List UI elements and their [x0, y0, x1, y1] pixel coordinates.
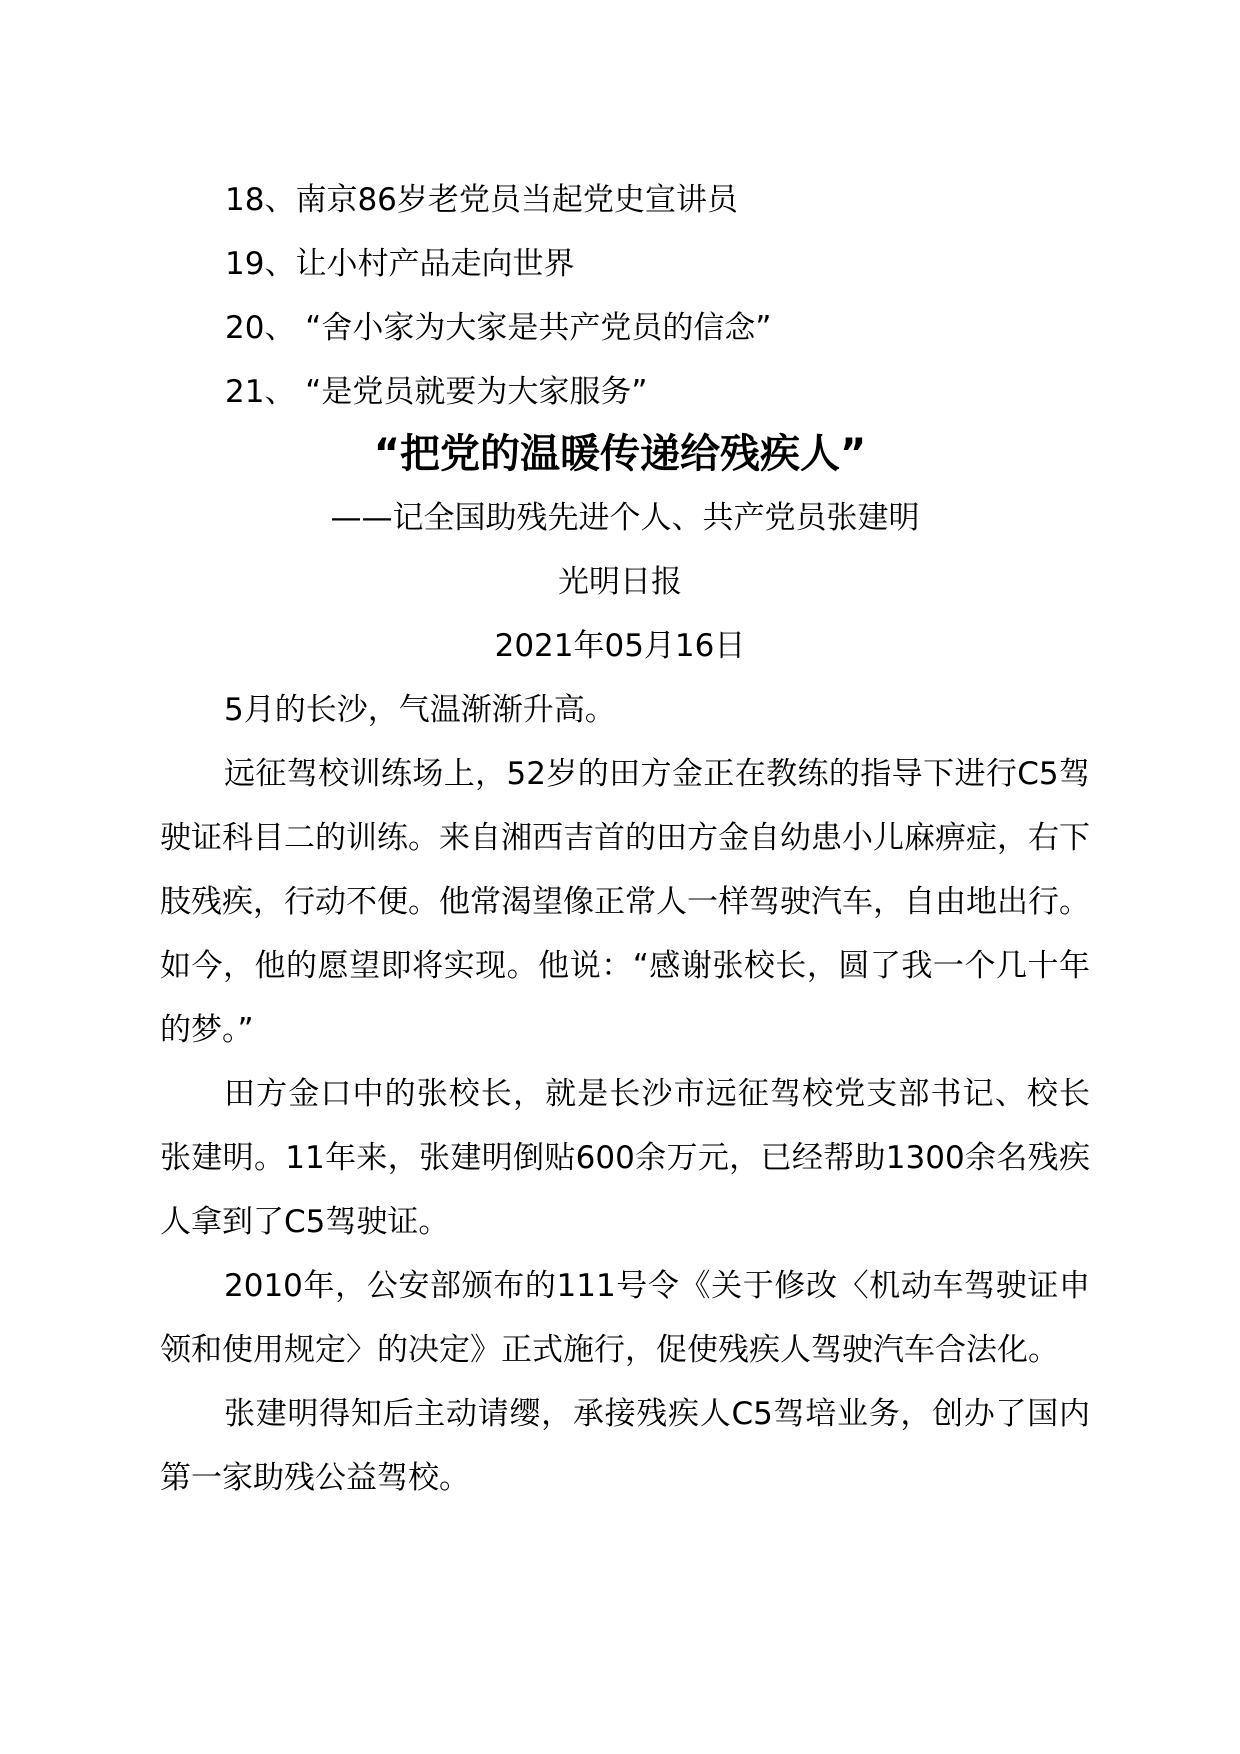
toc-item-18: 18、南京86岁老党员当起党史宣讲员: [225, 182, 738, 218]
paragraph-3: 田方金口中的张校长，就是长沙市远征驾校党支部书记、校长张建明。11年来，张建明倒贴600余万元，已经帮助1300余名残疾人拿到了C5驾驶证。: [160, 1076, 1090, 1240]
toc-item-21: 21、 “是党员就要为大家服务”: [225, 374, 648, 410]
article-source: 光明日报: [558, 564, 682, 600]
article-body: [160, 678, 1090, 1510]
toc-list: [225, 168, 1125, 424]
paragraph-5: 张建明得知后主动请缨，承接残疾人C5驾培业务，创办了国内第一家助残公益驾校。: [160, 1396, 1090, 1496]
toc-item-20: 20、 “舍小家为大家是共产党员的信念”: [225, 310, 772, 346]
article-subtitle: ——记全国助残先进个人、共产党员张建明: [330, 500, 920, 536]
article-date: 2021年05月16日: [494, 628, 746, 664]
toc-item-19: 19、让小村产品走向世界: [225, 246, 575, 282]
paragraph-2: 远征驾校训练场上，52岁的田方金正在教练的指导下进行C5驾驶证科目二的训练。来自湘西吉首的田方金自幼患小儿麻痹症，右下肢残疾，行动不便。他常渴望像正常人一样驾驶汽车，自由地出行。如今，他的愿望即将实现。他说：“感谢张校长，圆了我一个几十年的梦。”: [160, 756, 1090, 1048]
article-title: “把党的温暖传递给残疾人”: [373, 431, 867, 477]
paragraph-4: 2010年，公安部颁布的111号令《关于修改〈机动车驾驶证申领和使用规定〉的决定》正式施行，促使残疾人驾驶汽车合法化。: [160, 1268, 1090, 1368]
paragraph-1: 5月的长沙，气温渐渐升高。: [224, 692, 616, 728]
